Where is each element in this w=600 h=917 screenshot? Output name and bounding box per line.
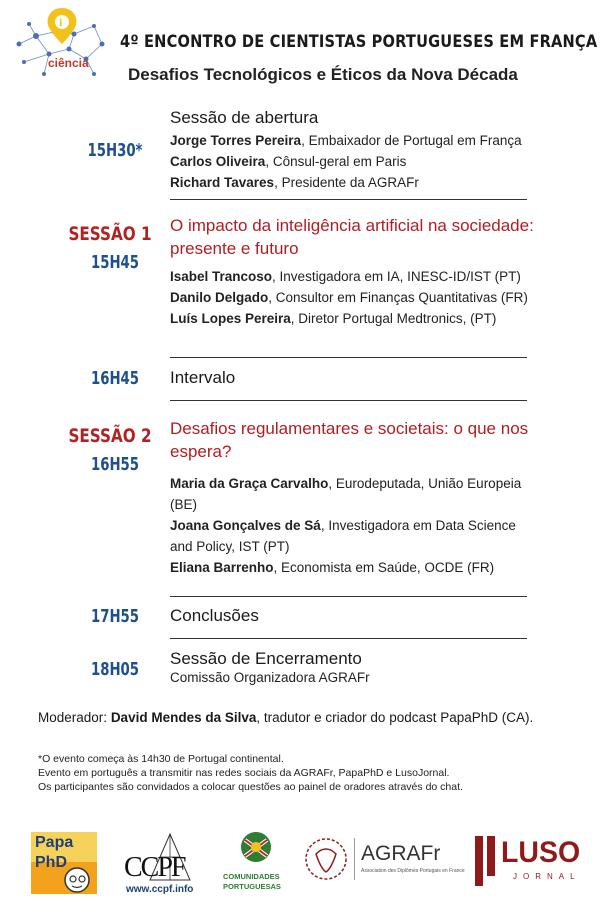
speaker: Carlos Oliveira, Cônsul-geral em Paris: [170, 154, 407, 169]
speaker: Richard Tavares, Presidente da AGRAFr: [170, 175, 419, 190]
footnote: Evento em português a transmitir nas redes sociais da AGRAFr, PapaPhD e LusoJornal.: [38, 767, 450, 779]
opening-time: 15H30*: [87, 140, 143, 161]
session1-time: 15H45: [90, 252, 140, 273]
speaker: Luís Lopes Pereira, Diretor Portugal Medtronics, (PT): [170, 311, 497, 326]
divider: [170, 199, 527, 200]
speaker: Joana Gonçalves de Sá, Investigadora em Data Science and Policy, IST (PT): [170, 518, 516, 554]
speaker: Isabel Trancoso, Investigadora em IA, INESC-ID/IST (PT): [170, 269, 521, 284]
divider: [170, 638, 527, 639]
break-time: 16H45: [90, 368, 140, 389]
ccpf-logo: CCPF www.ccpf.info: [120, 832, 208, 898]
session2-title: Desafios regulamentares e societais: o que nos espera?: [170, 419, 529, 461]
session2-time: 16H55: [90, 454, 140, 475]
moderator-line: [38, 710, 533, 725]
closing-subtitle: Comissão Organizadora AGRAFr: [170, 670, 370, 685]
papaphd-logo: Papa PhD: [31, 832, 97, 894]
moderator-name: David Mendes da Silva: [110, 710, 257, 725]
speaker: Maria da Graça Carvalho, Eurodeputada, União Europeia (BE): [170, 476, 522, 512]
speaker: Jorge Torres Pereira, Embaixador de Portugal em França: [170, 133, 522, 148]
ciencia-logo: [14, 4, 110, 84]
closing-title: Sessão de Encerramento: [170, 649, 362, 668]
svg-text:i: i: [59, 18, 63, 29]
session2-label: SESSÃO 2: [68, 425, 152, 447]
divider: [170, 596, 527, 597]
event-title: 4º ENCONTRO DE CIENTISTAS PORTUGUESES EM FRANÇA: [120, 32, 598, 52]
closing-time: 18H05: [90, 659, 140, 680]
opening-title: Sessão de abertura: [170, 108, 319, 127]
partner-logos: [25, 828, 585, 898]
session2-speakers: [170, 473, 540, 578]
divider: [170, 400, 527, 401]
break-title: Intervalo: [170, 368, 236, 387]
conclusions-title: Conclusões: [170, 606, 259, 625]
agrafr-logo: AGRAFr Association des Diplômés Portugais en France: [301, 834, 451, 894]
speaker: Danilo Delgado, Consultor em Finanças Quantitativas (FR): [170, 290, 528, 305]
speaker: Eliana Barrenho, Economista em Saúde, OCDE (FR): [170, 560, 495, 575]
ciencia-logo-text: ciência: [48, 56, 89, 70]
session1-speakers: [170, 266, 540, 329]
footnote: Os participantes são convidados a colocar questões ao painel de oradores através do chat.: [38, 781, 463, 793]
lusojornal-logo: LUSO JORNAL: [475, 832, 579, 894]
session1-title: O impacto da inteligência artificial na sociedade: presente e futuro: [170, 216, 534, 258]
footnotes: [38, 752, 463, 794]
comunidades-logo: COMUNIDADES PORTUGUESAS: [215, 830, 295, 898]
opening-speakers: [170, 130, 540, 193]
divider: [170, 357, 527, 358]
event-subtitle: Desafios Tecnológicos e Éticos da Nova Década: [128, 65, 518, 84]
session1-label: SESSÃO 1: [68, 223, 152, 245]
moderator-label: Moderador:: [38, 710, 108, 725]
footnote: *O evento começa às 14h30 de Portugal continental.: [38, 753, 284, 765]
moderator-text: , tradutor e criador do podcast PapaPhD (CA).: [256, 710, 534, 725]
conclusions-time: 17H55: [90, 606, 140, 627]
